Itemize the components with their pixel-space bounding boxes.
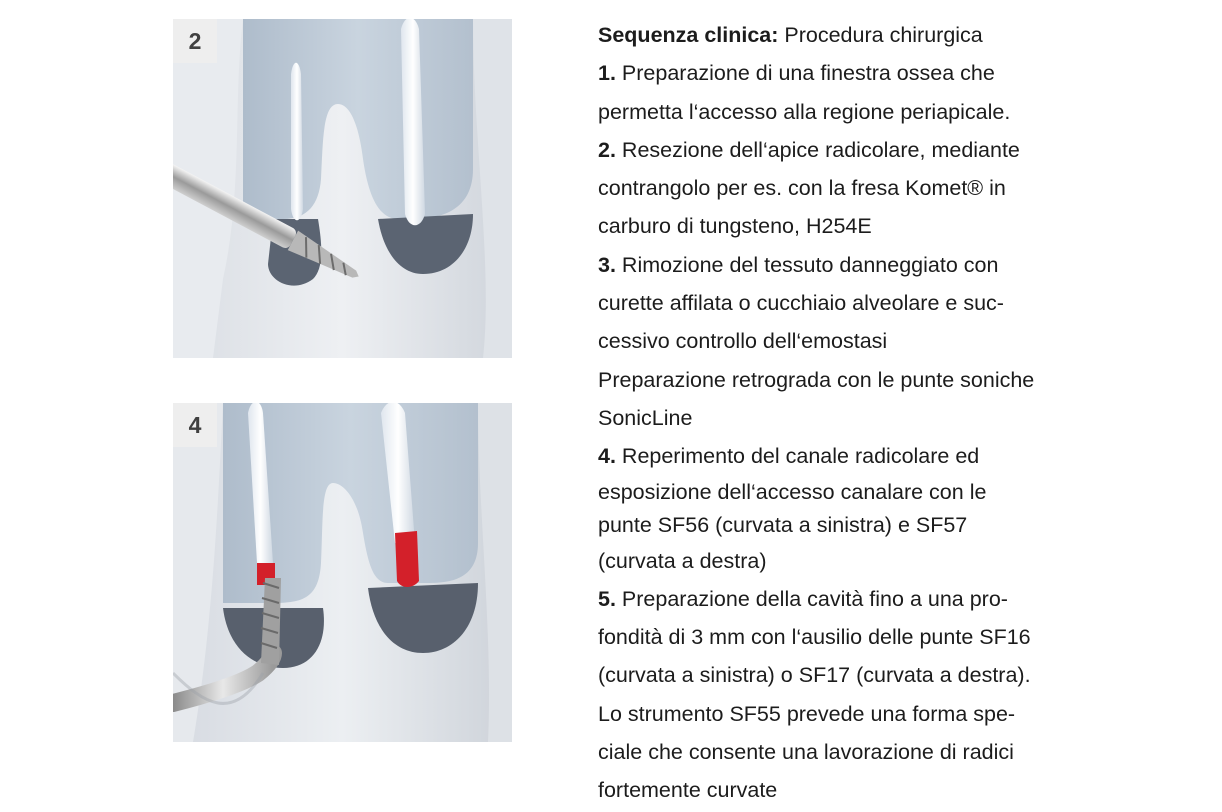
line-text: Lo strumento SF55 prevede una forma spe- xyxy=(598,701,1016,726)
line-text: (curvata a destra) xyxy=(598,548,767,573)
text-line xyxy=(598,207,1098,245)
line-text: Preparazione retrograda con le punte soniche xyxy=(598,367,1035,392)
text-line xyxy=(598,437,1098,475)
step-number: 3. xyxy=(598,252,616,277)
line-text: Rimozione del tessuto danneggiato con xyxy=(615,252,999,277)
text-line xyxy=(598,93,1098,131)
heading-bold: Sequenza clinica: xyxy=(598,23,779,47)
line-text: fondità di 3 mm con l‘ausilio delle punte SF16 xyxy=(598,625,1031,650)
line-text: contrangolo per es. con la fresa Komet® in xyxy=(598,176,1006,201)
line-text: Preparazione della cavità fino a una pro- xyxy=(615,586,1008,611)
text-line xyxy=(598,580,1098,618)
text-line xyxy=(598,246,1098,284)
line-text: SonicLine xyxy=(598,405,693,430)
retrograde-preparation-illustration xyxy=(173,403,512,742)
line-text: (curvata a sinistra) o SF17 (curvata a destra). xyxy=(598,663,1031,688)
text-line xyxy=(598,476,1098,509)
line-text: Resezione dell‘apice radicolare, mediante xyxy=(615,137,1020,162)
heading-rest: Procedura chirurgica xyxy=(778,23,983,47)
figure-step-2 xyxy=(173,19,512,358)
text-line xyxy=(598,771,1098,809)
root-resection-illustration xyxy=(173,19,512,358)
line-text: curette affilata o cucchiaio alveolare e suc- xyxy=(598,291,1004,316)
text-line xyxy=(598,361,1098,399)
line-text: Preparazione di una finestra ossea che xyxy=(615,61,995,86)
line-text: ciale che consente una lavorazione di radici xyxy=(598,740,1014,765)
line-text: esposizione dell‘accesso canalare con le xyxy=(598,479,987,504)
text-line xyxy=(598,733,1098,771)
section-heading xyxy=(598,16,1098,54)
line-text: cessivo controllo dell‘emostasi xyxy=(598,329,888,354)
text-line xyxy=(598,284,1098,322)
line-text: Reperimento del canale radicolare ed xyxy=(615,444,980,469)
step-number: 5. xyxy=(598,586,616,611)
text-line xyxy=(598,656,1098,694)
text-line xyxy=(598,399,1098,437)
text-line xyxy=(598,54,1098,92)
line-text: punte SF56 (curvata a sinistra) e SF57 xyxy=(598,512,968,537)
step-number-badge: 4 xyxy=(173,403,217,447)
text-line xyxy=(598,131,1098,169)
text-line xyxy=(598,542,1098,580)
clinical-sequence-text xyxy=(598,16,1098,810)
text-line xyxy=(598,618,1098,656)
text-line xyxy=(598,322,1098,360)
text-line xyxy=(598,509,1098,542)
figure-step-4 xyxy=(173,403,512,742)
step-number: 2. xyxy=(598,137,616,162)
line-text: fortemente curvate xyxy=(598,778,778,803)
line-text: carburo di tungsteno, H254E xyxy=(598,214,872,239)
text-line xyxy=(598,695,1098,733)
text-line xyxy=(598,169,1098,207)
step-number: 1. xyxy=(598,61,616,86)
step-number-badge: 2 xyxy=(173,19,217,63)
step-number: 4. xyxy=(598,444,616,469)
line-text: permetta l‘accesso alla regione periapicale. xyxy=(598,99,1011,124)
